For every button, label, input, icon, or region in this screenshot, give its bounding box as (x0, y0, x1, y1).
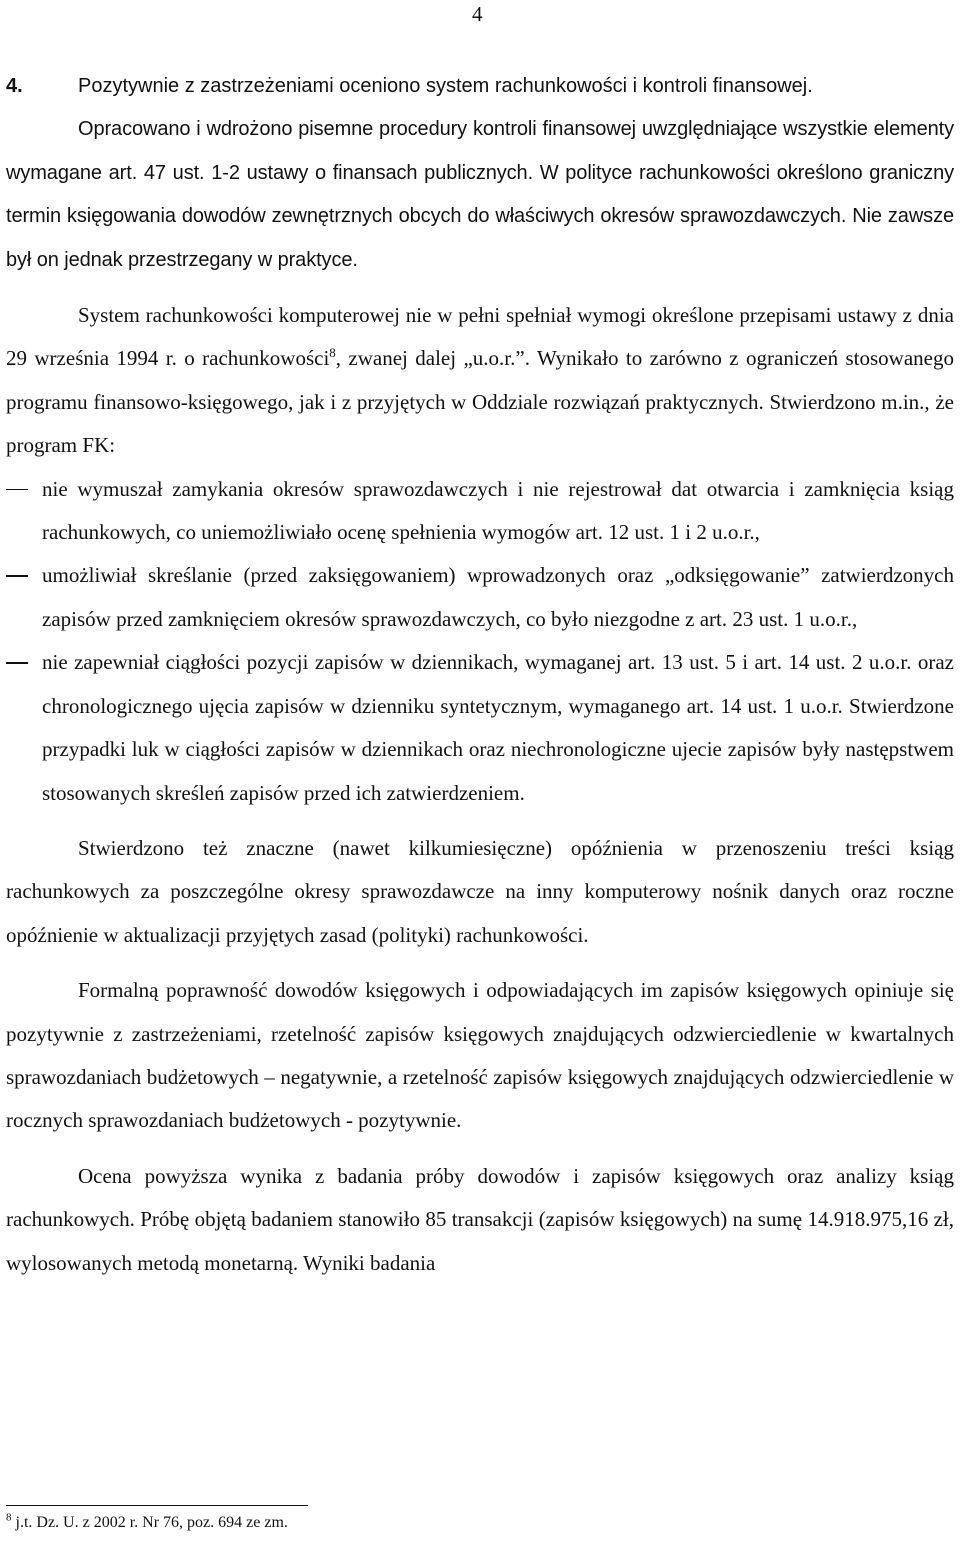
list-item-text: umożliwiał skreślanie (przed zaksięgowaniem) wprowadzonych oraz „odksięgowanie” zatwierdzonych zapisów przed zamknięciem okresów sprawozdawczych, co było niezgodne z art. 23 ust. 1 u.o.r., (42, 563, 954, 631)
paragraph-text-after-ref: , zwanej dalej „u.o.r.”. Wynikało to zarówno z ograniczeń stosowanego programu finansowo-księgowego, jak i z przyjętych w Oddziale rozwiązań praktycznych. Stwierdzono m.in., że program FK: (6, 346, 954, 458)
list-item (6, 468, 954, 555)
list-item-text: nie zapewniał ciągłości pozycji zapisów w dziennikach, wymaganej art. 13 ust. 5 i art. 14 ust. 2 u.o.r. oraz chronologicznego ujęcia zapisów w dzienniku syntetycznym, wymaganego art. 14 ust. 1 u.o.r. Stwierdzone przypadki luk w ciągłości zapisów w dziennikach oraz niechronologiczne ujecie zapisów były następstwem stosowanych skreśleń zapisów przed ich zatwierdzeniem. (42, 650, 954, 805)
section-title: Pozytywnie z zastrzeżeniami oceniono system rachunkowości i kontroli finansowej. (78, 75, 813, 97)
page-body (6, 65, 954, 1285)
paragraph-text-before-ref: System rachunkowości komputerowej nie w pełni spełniał wymogi określone przepisami ustawy z dnia 29 września 1994 r. o rachunkowości (6, 303, 954, 371)
list-item (6, 554, 954, 641)
findings-list (6, 468, 954, 815)
paragraph-computer-system (6, 294, 954, 468)
list-item (6, 641, 954, 815)
page-number: 4 (472, 2, 483, 26)
footnote-number: 8 (6, 1511, 12, 1524)
paragraph-control-procedures: Opracowano i wdrożono pisemne procedury kontroli finansowej uwzględniające wszystkie elementy wymagane art. 47 ust. 1-2 ustawy o finansach publicznych. W polityce rachunkowości określono graniczny termin księgowania dowodów zewnętrznych obcych do właściwych okresów sprawozdawczych. Nie zawsze był on jednak przestrzegany w praktyce. (6, 118, 954, 271)
section-heading (6, 65, 954, 108)
footnote-separator (6, 1505, 308, 1506)
section-number: 4. (6, 75, 23, 97)
footnote-text: j.t. Dz. U. z 2002 r. Nr 76, poz. 694 ze zm. (15, 1514, 288, 1531)
list-item-text: nie wymuszał zamykania okresów sprawozdawczych i nie rejestrował dat otwarcia i zamknięcia ksiąg rachunkowych, co uniemożliwiało ocenę spełnienia wymogów art. 12 ust. 1 i 2 u.o.r., (42, 476, 954, 545)
paragraph-formal-correctness: Formalną poprawność dowodów księgowych i odpowiadających im zapisów księgowych opiniuje się pozytywnie z zastrzeżeniami, rzetelność zapisów księgowych znajdujących odzwierciedlenie w kwartalnych sprawozdaniach budżetowych – negatywnie, a rzetelność zapisów księgowych znajdujących odzwierciedlenie w rocznych sprawozdaniach budżetowych - pozytywnie. (6, 978, 954, 1133)
footnote-reference: 8 (329, 345, 336, 361)
paragraph-sample-assessment: Ocena powyższa wynika z badania próby dowodów i zapisów księgowych oraz analizy ksiąg rachunkowych. Próbę objętą badaniem stanowiło 85 transakcji (zapisów księgowych) na sumę 14.918.975,16 zł, wylosowanych metodą monetarną. Wyniki badania (6, 1163, 954, 1275)
paragraph-delays: Stwierdzono też znaczne (nawet kilkumiesięczne) opóźnienia w przenoszeniu treści ksiąg rachunkowych za poszczególne okresy sprawozdawcze na inny komputerowy nośnik danych oraz roczne opóźnienie w aktualizacji przyjętych zasad (polityki) rachunkowości. (6, 835, 954, 947)
footnote (6, 1511, 288, 1532)
